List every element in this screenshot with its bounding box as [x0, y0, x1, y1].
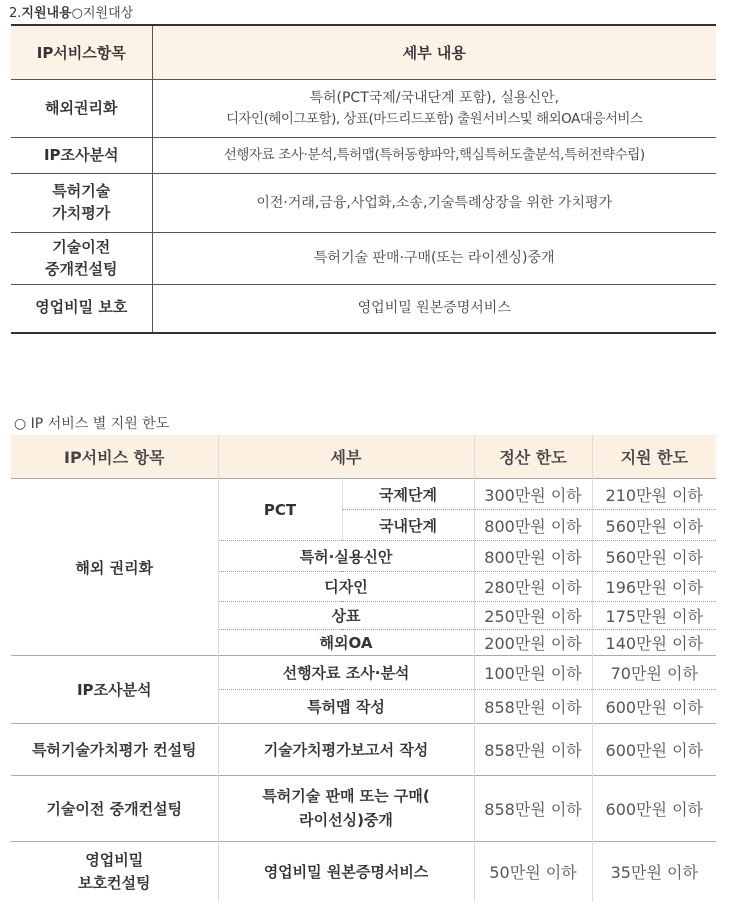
header-settlement-limit: 정산 한도 [474, 435, 592, 479]
item-label: IP조사분석 [11, 656, 218, 724]
settlement-limit: 300만원 이하 [474, 479, 592, 510]
section-subtitle: ○지원대상 [71, 6, 134, 21]
item-label: 영업비밀 보호컨설팅 [11, 842, 218, 902]
table-header-row [11, 435, 716, 479]
row-label: 영업비밀 보호 [11, 285, 152, 333]
support-limit: 600만원 이하 [592, 690, 716, 724]
settlement-limit: 50만원 이하 [474, 842, 592, 902]
support-limit-table [11, 435, 716, 902]
support-limit: 560만원 이하 [592, 541, 716, 572]
support-limit: 560만원 이하 [592, 510, 716, 541]
section-title: 지원내용 [21, 6, 72, 21]
item-label: 해외 권리화 [11, 479, 218, 656]
table-row [11, 80, 716, 138]
table-row [11, 842, 716, 902]
support-limit: 600만원 이하 [592, 776, 716, 842]
detail-label: 해외OA [218, 630, 474, 656]
row-label: 기술이전 중개컨설팅 [11, 233, 152, 285]
settlement-limit: 250만원 이하 [474, 602, 592, 630]
support-limit: 140만원 이하 [592, 630, 716, 656]
header-ip-service-item: IP서비스항목 [11, 25, 152, 80]
detail-label: 특허맵 작성 [218, 690, 474, 724]
row-detail: 특허기술 판매·구매(또는 라이센싱)중개 [152, 233, 716, 285]
detail-label: 국제단계 [342, 479, 474, 510]
row-detail: 영업비밀 원본증명서비스 [152, 285, 716, 333]
settlement-limit: 280만원 이하 [474, 572, 592, 602]
support-limit: 175만원 이하 [592, 602, 716, 630]
detail-label: 디자인 [218, 572, 474, 602]
section-number: 2. [9, 6, 22, 21]
table-row [11, 174, 716, 233]
pct-label: PCT [218, 479, 342, 541]
table-row [11, 724, 716, 776]
settlement-limit: 100만원 이하 [474, 656, 592, 690]
row-label: IP조사분석 [11, 138, 152, 174]
item-label: 기술이전 중개컨설팅 [11, 776, 218, 842]
detail-label: 선행자료 조사·분석 [218, 656, 474, 690]
support-limit: 70만원 이하 [592, 656, 716, 690]
detail-label: 상표 [218, 602, 474, 630]
detail-label: 기술가치평가보고서 작성 [218, 724, 474, 776]
detail-label: 특허·실용신안 [218, 541, 474, 572]
table-row [11, 479, 716, 510]
header-ip-service-item: IP서비스 항목 [11, 435, 218, 479]
row-detail: 이전·거래,금융,사업화,소송,기술특례상장을 위한 가치평가 [152, 174, 716, 233]
settlement-limit: 800만원 이하 [474, 510, 592, 541]
section2-heading: ○ IP 서비스 별 지원 한도 [14, 416, 170, 432]
table-row [11, 138, 716, 174]
settlement-limit: 858만원 이하 [474, 776, 592, 842]
detail-label: 특허기술 판매 또는 구매( 라이선싱)중개 [218, 776, 474, 842]
header-detail: 세부 [218, 435, 474, 479]
table-row [11, 233, 716, 285]
detail-label: 국내단계 [342, 510, 474, 541]
settlement-limit: 858만원 이하 [474, 724, 592, 776]
table-row [11, 656, 716, 690]
item-label: 특허기술가치평가 컨설팅 [11, 724, 218, 776]
table-row [11, 776, 716, 842]
support-limit: 35만원 이하 [592, 842, 716, 902]
support-limit: 196만원 이하 [592, 572, 716, 602]
row-detail: 선행자료 조사·분석,특허맵(특허동향파악,핵심특허도출분석,특허전략수립) [152, 138, 716, 174]
detail-label: 영업비밀 원본증명서비스 [218, 842, 474, 902]
row-label: 특허기술 가치평가 [11, 174, 152, 233]
row-label: 해외권리화 [11, 80, 152, 138]
header-support-limit: 지원 한도 [592, 435, 716, 479]
header-detail-content: 세부 내용 [152, 25, 716, 80]
row-detail: 특허(PCT국제/국내단계 포함), 실용신안, 디자인(헤이그포함), 상표(마드리드포함) 출원서비스및 해외OA대응서비스 [152, 80, 716, 138]
settlement-limit: 200만원 이하 [474, 630, 592, 656]
table-row [11, 285, 716, 333]
support-content-table [11, 24, 716, 334]
settlement-limit: 858만원 이하 [474, 690, 592, 724]
settlement-limit: 800만원 이하 [474, 541, 592, 572]
table-header-row [11, 25, 716, 80]
support-limit: 210만원 이하 [592, 479, 716, 510]
support-limit: 600만원 이하 [592, 724, 716, 776]
section-heading [9, 2, 133, 21]
